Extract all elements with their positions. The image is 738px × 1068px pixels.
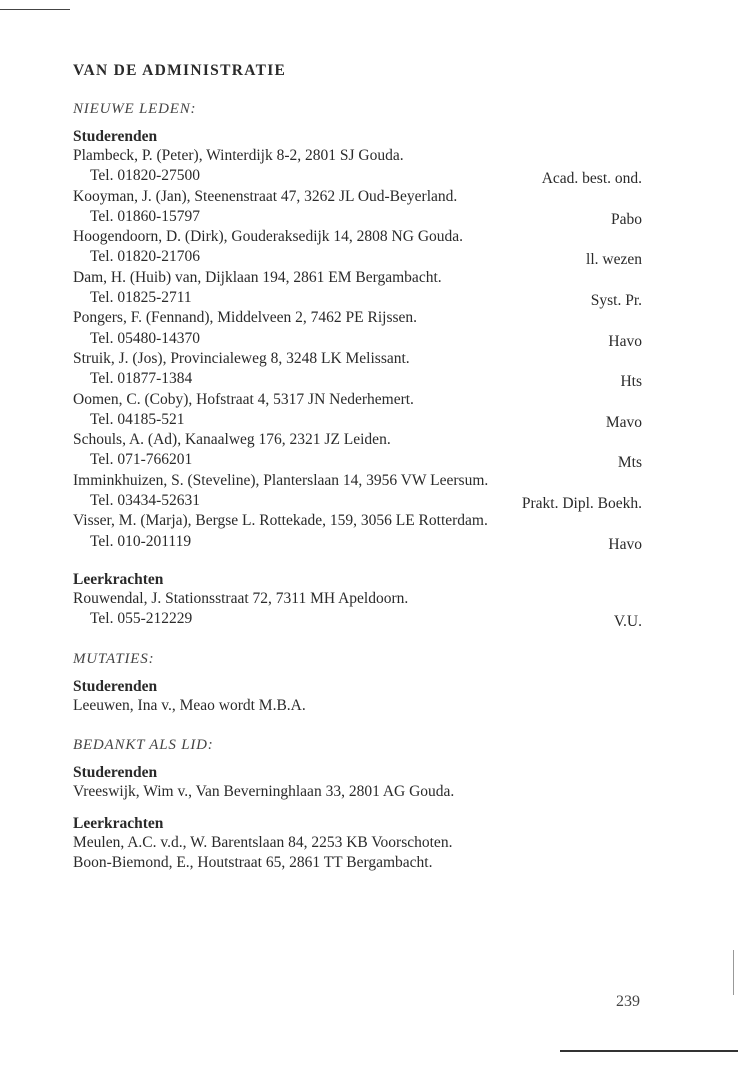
- group-heading-bedankt-studerenden: Studerenden: [73, 763, 158, 781]
- section-heading-nieuwe-leden: NIEUWE LEDEN:: [73, 101, 197, 117]
- member-study: Syst. Pr.: [590, 292, 642, 310]
- member-name-address: Struik, J. (Jos), Provincialeweg 8, 3248 LK Melissant.: [73, 349, 410, 367]
- member-name-address: Visser, M. (Marja), Bergse L. Rottekade, 159, 3056 LE Rotterdam.: [73, 512, 488, 530]
- page-content: [73, 62, 648, 874]
- member-contact-line: [73, 166, 648, 186]
- member-entry: [73, 308, 648, 349]
- member-entry: [73, 471, 648, 512]
- member-contact-line: [73, 369, 648, 389]
- member-study: Prakt. Dipl. Boekh.: [521, 495, 642, 513]
- member-entry: [73, 187, 648, 228]
- member-study: Pabo: [611, 210, 642, 228]
- member-contact-line: [73, 450, 648, 470]
- page-number: 239: [616, 993, 640, 1010]
- member-study: V.U.: [613, 613, 642, 631]
- page-title: VAN DE ADMINISTRATIE: [73, 62, 287, 79]
- member-contact-line: [73, 288, 648, 308]
- member-contact-line: [73, 532, 648, 552]
- member-study: Hts: [620, 373, 642, 391]
- member-name-address: Pongers, F. (Fennand), Middelveen 2, 7462 PE Rijssen.: [73, 309, 418, 327]
- member-telephone: Tel. 04185-521: [90, 410, 185, 428]
- member-name-address: Schouls, A. (Ad), Kanaalweg 176, 2321 JZ Leiden.: [73, 431, 391, 449]
- member-telephone: Tel. 01860-15797: [90, 207, 200, 225]
- member-contact-line: [73, 609, 648, 629]
- member-contact-line: [73, 247, 648, 267]
- group-heading-bedankt-leerkrachten: Leerkrachten: [73, 815, 164, 833]
- member-name-address: Kooyman, J. (Jan), Steenenstraat 47, 3262 JL Oud-Beyerland.: [73, 187, 458, 205]
- member-entry: [73, 227, 648, 268]
- member-entry: [73, 349, 648, 390]
- member-telephone: Tel. 055-212229: [90, 610, 193, 628]
- member-study: Havo: [608, 332, 642, 350]
- member-telephone: Tel. 01820-27500: [90, 167, 200, 185]
- member-study: ll. wezen: [586, 251, 642, 269]
- list-item: Meulen, A.C. v.d., W. Barentslaan 84, 2253 KB Voorschoten.: [73, 834, 453, 852]
- new-teachers-list: [73, 589, 648, 630]
- new-students-list: [73, 146, 648, 552]
- section-heading-bedankt: BEDANKT ALS LID:: [73, 736, 214, 753]
- edge-rule: [733, 950, 734, 995]
- member-telephone: Tel. 010-201119: [90, 532, 192, 550]
- member-entry: [73, 511, 648, 552]
- member-telephone: Tel. 05480-14370: [90, 329, 200, 347]
- member-telephone: Tel. 01820-21706: [90, 248, 200, 266]
- member-study: Mavo: [605, 413, 642, 431]
- member-name-address: Oomen, C. (Coby), Hofstraat 4, 5317 JN Nederhemert.: [73, 390, 414, 408]
- member-name-address: Hoogendoorn, D. (Dirk), Gouderaksedijk 14, 2808 NG Gouda.: [73, 228, 464, 246]
- list-item: Boon-Biemond, E., Houtstraat 65, 2861 TT Bergambacht.: [73, 854, 433, 872]
- member-entry: [73, 268, 648, 309]
- member-name-address: Rouwendal, J. Stationsstraat 72, 7311 MH Apeldoorn.: [73, 589, 409, 607]
- member-name-address: Imminkhuizen, S. (Steveline), Planterslaan 14, 3956 VW Leersum.: [73, 471, 489, 489]
- group-heading-mutaties-studerenden: Studerenden: [73, 677, 158, 695]
- member-telephone: Tel. 01825-2711: [90, 289, 192, 307]
- member-name-address: Dam, H. (Huib) van, Dijklaan 194, 2861 EM Bergambacht.: [73, 268, 442, 286]
- member-telephone: Tel. 071-766201: [90, 451, 193, 469]
- member-study: Acad. best. ond.: [541, 170, 642, 188]
- group-heading-leerkrachten: Leerkrachten: [73, 570, 164, 588]
- top-rule: [0, 9, 70, 10]
- member-telephone: Tel. 01877-1384: [90, 370, 193, 388]
- member-entry: [73, 390, 648, 431]
- section-heading-mutaties: MUTATIES:: [73, 650, 155, 667]
- group-heading-studerenden: Studerenden: [73, 128, 158, 145]
- member-contact-line: [73, 410, 648, 430]
- member-entry: [73, 430, 648, 471]
- member-entry: [73, 589, 648, 630]
- member-study: Havo: [608, 535, 642, 553]
- member-study: Mts: [617, 454, 642, 472]
- list-item: Leeuwen, Ina v., Meao wordt M.B.A.: [73, 696, 306, 714]
- bottom-rule: [560, 1050, 738, 1052]
- member-entry: [73, 146, 648, 187]
- member-name-address: Plambeck, P. (Peter), Winterdijk 8-2, 2801 SJ Gouda.: [73, 147, 404, 164]
- member-contact-line: [73, 329, 648, 349]
- list-item: Vreeswijk, Wim v., Van Beverninghlaan 33, 2801 AG Gouda.: [73, 782, 455, 800]
- member-contact-line: [73, 491, 648, 511]
- member-contact-line: [73, 207, 648, 227]
- member-telephone: Tel. 03434-52631: [90, 492, 200, 510]
